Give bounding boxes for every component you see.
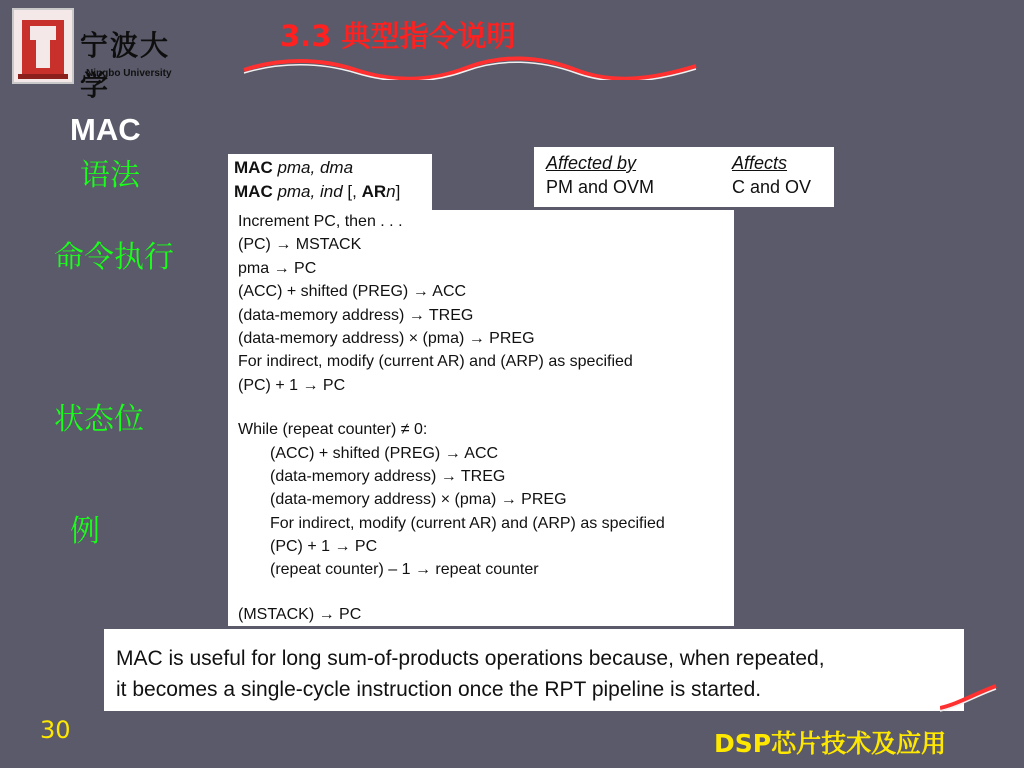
syntax-label: 语法 (80, 158, 140, 193)
syntax-bracket: [, (342, 182, 362, 201)
syntax-args: pma, dma (272, 158, 354, 177)
syntax-n: n (386, 182, 396, 201)
exec-label: 命令执行 (54, 240, 174, 275)
page-number: 30 (40, 716, 71, 744)
exec-line: (PC) → MSTACK (238, 236, 362, 254)
repeat-line: (repeat counter) – 1 → repeat counter (270, 561, 539, 579)
exec-line: (data-memory address) × (pma) → PREG (238, 329, 535, 347)
title-wave-decoration (240, 56, 700, 80)
example-line-2: it becomes a single-cycle instruction once the RPT pipeline is started. (116, 678, 762, 701)
logo-subtext: Ningbo University (86, 68, 172, 79)
syntax-args: pma, ind (272, 182, 343, 201)
repeat-line: (ACC) + shifted (PREG) → ACC (270, 444, 499, 462)
affected-by-value: PM and OVM (546, 177, 655, 197)
syntax-ar: AR (361, 182, 387, 201)
exec-line: Increment PC, then . . . (238, 213, 403, 230)
syntax-box (228, 154, 432, 210)
status-label: 状态位 (54, 402, 144, 437)
corner-wave-decoration (940, 664, 1000, 714)
execution-box (228, 210, 734, 626)
affected-by-header: Affected by (546, 153, 637, 173)
repeat-line: (PC) + 1 → PC (270, 538, 378, 556)
repeat-header: While (repeat counter) ≠ 0: (238, 421, 428, 439)
example-box (104, 629, 964, 711)
affects-header: Affects (732, 153, 788, 173)
logo-text: 宁波大学 (80, 29, 171, 102)
spacer (238, 582, 724, 603)
affects-value: C and OV (732, 177, 812, 197)
syntax-op: MAC (234, 182, 273, 201)
status-flags-box (534, 147, 834, 207)
course-title: DSP芯片技术及应用 (714, 729, 947, 758)
syntax-op: MAC (234, 158, 273, 177)
syntax-line-1 (234, 156, 426, 180)
syntax-line-2 (234, 180, 426, 204)
spacer (238, 397, 724, 418)
logo-emblem (12, 8, 74, 84)
example-line-1: MAC is useful for long sum-of-products operations because, when repeated, (116, 647, 825, 670)
instruction-name: MAC (70, 112, 141, 147)
repeat-line: (data-memory address) × (pma) → PREG (270, 491, 567, 509)
exec-line: (PC) + 1 → PC (238, 376, 346, 394)
exec-line: For indirect, modify (current AR) and (ARP) as specified (238, 353, 633, 371)
repeat-line: For indirect, modify (current AR) and (ARP) as specified (270, 514, 665, 532)
repeat-line: (data-memory address) → TREG (270, 467, 506, 485)
example-label: 例 (70, 514, 100, 549)
exec-final-line: (MSTACK) → PC (238, 605, 362, 623)
syntax-bracket-close: ] (395, 182, 401, 201)
exec-line: (data-memory address) → TREG (238, 306, 474, 324)
exec-line: (ACC) + shifted (PREG) → ACC (238, 283, 467, 301)
university-logo (8, 6, 188, 102)
page-title: 3.3 典型指令说明 (280, 19, 516, 53)
exec-line: pma → PC (238, 259, 317, 277)
